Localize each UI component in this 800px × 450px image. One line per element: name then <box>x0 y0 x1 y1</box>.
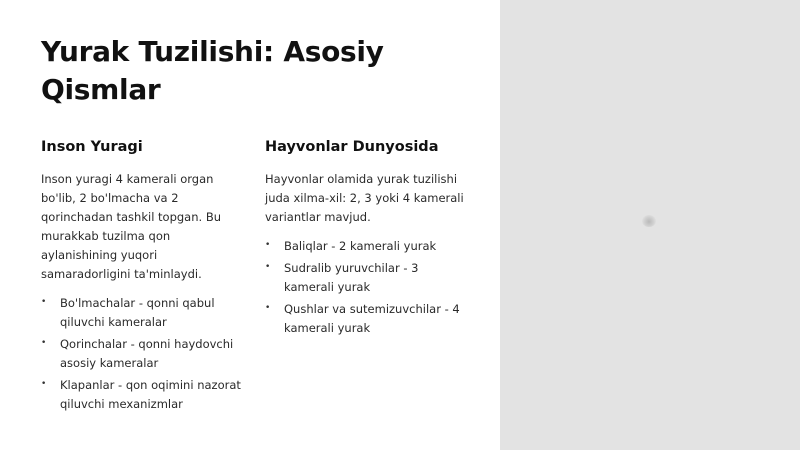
column-paragraph: Inson yuragi 4 kamerali organ bo'lib, 2 bo'lmacha va 2 qorinchadan tashkil topgan. Bu murakkab tuzilma qon aylanishining yuqori samaradorligini ta'minlaydi. <box>41 172 222 281</box>
list-item <box>265 300 465 338</box>
bullet-icon: • <box>41 379 47 389</box>
list-item-text: Qorinchalar - qonni haydovchi asosiy kameralar <box>60 337 234 370</box>
column-paragraph: Hayvonlar olamida yurak tuzilishi juda xilma-xil: 2, 3 yoki 4 kamerali variantlar mavjud. <box>265 172 464 224</box>
image-placeholder-panel <box>500 0 800 450</box>
list-item <box>265 237 465 256</box>
column-heading: Inson Yuragi <box>41 139 143 155</box>
column-human-heart <box>41 137 246 417</box>
image-placeholder-icon <box>642 215 656 227</box>
list-item-text: Qushlar va sutemizuvchilar - 4 kamerali yurak <box>284 302 460 335</box>
column-heading: Hayvonlar Dunyosida <box>265 139 439 155</box>
slide-title: Yurak Tuzilishi: Asosiy Qismlar <box>41 35 384 106</box>
bullet-list <box>41 294 246 414</box>
list-item <box>41 294 246 332</box>
list-item <box>41 335 246 373</box>
list-item-text: Baliqlar - 2 kamerali yurak <box>284 239 437 253</box>
bullet-icon: • <box>265 262 271 272</box>
list-item-text: Sudralib yuruvchilar - 3 kamerali yurak <box>284 261 419 294</box>
bullet-icon: • <box>265 303 271 313</box>
bullet-icon: • <box>265 240 271 250</box>
list-item-text: Klapanlar - qon oqimini nazorat qiluvchi mexanizmlar <box>60 378 241 411</box>
list-item <box>265 259 465 297</box>
list-item-text: Bo'lmachalar - qonni qabul qiluvchi kameralar <box>60 296 215 329</box>
bullet-icon: • <box>41 297 47 307</box>
column-animal-world <box>265 137 465 341</box>
bullet-icon: • <box>41 338 47 348</box>
list-item <box>41 376 246 414</box>
bullet-list <box>265 237 465 338</box>
